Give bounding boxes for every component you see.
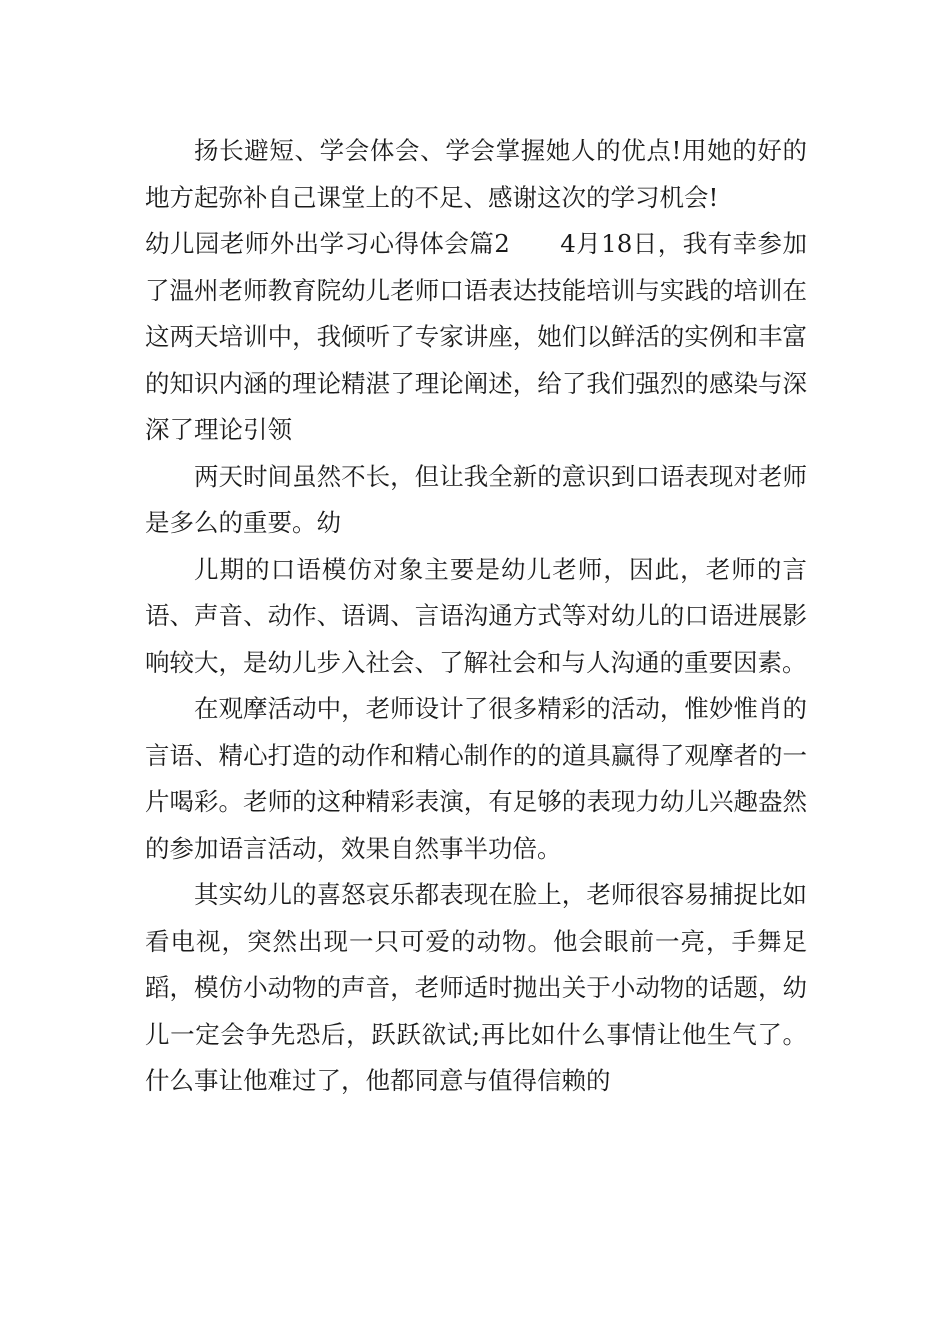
paragraph-1: 扬长避短、学会体会、学会掌握她人的优点!用她的好的地方起弥补自己课堂上的不足、感谢这次的学习机会! xyxy=(145,136,807,212)
paragraph-2-section-heading: 幼儿园老师外出学习心得体会篇2 4月18日，我有幸参加了温州老师教育院幼儿老师口语表达技能培训与实践的培训在这两天培训中，我倾听了专家讲座，她们以鲜活的实例和丰富的知识内涵的理论精湛了理论阐述，给了我们强烈的感染与深深了理论引领 xyxy=(145,229,807,444)
paragraph-6: 其实幼儿的喜怒哀乐都表现在脸上，老师很容易捕捉比如看电视，突然出现一只可爱的动物。他会眼前一亮，手舞足蹈，模仿小动物的声音，老师适时抛出关于小动物的话题，幼儿一定会争先恐后，跃跃欲试;再比如什么事情让他生气了。什么事让他难过了，他都同意与值得信赖的 xyxy=(145,880,807,1095)
paragraph-4: 儿期的口语模仿对象主要是幼儿老师，因此，老师的言语、声音、动作、语调、言语沟通方式等对幼儿的口语进展影响较大，是幼儿步入社会、了解社会和与人沟通的重要因素。 xyxy=(145,554,807,677)
paragraph-3: 两天时间虽然不长，但让我全新的意识到口语表现对老师是多么的重要。幼 xyxy=(145,461,807,537)
paragraph-5: 在观摩活动中，老师设计了很多精彩的活动，惟妙惟肖的言语、精心打造的动作和精心制作的的道具赢得了观摩者的一片喝彩。老师的这种精彩表演，有足够的表现力幼儿兴趣盎然的参加语言活动，效果自然事半功倍。 xyxy=(145,694,807,863)
document-body xyxy=(145,128,807,1105)
